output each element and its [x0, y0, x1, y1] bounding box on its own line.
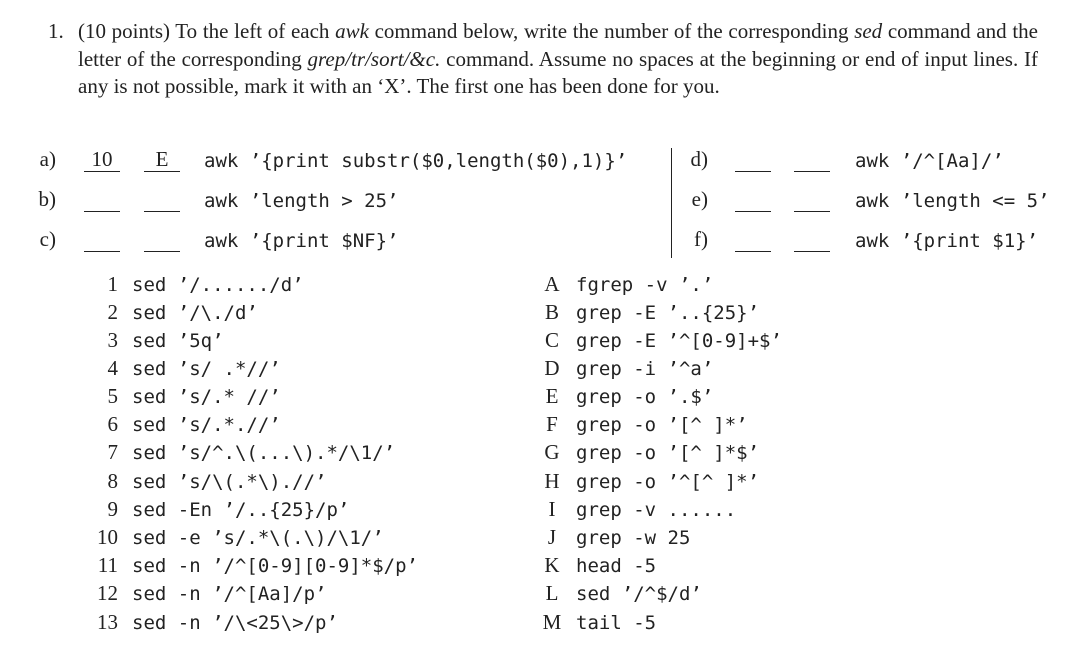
sed-number: 3: [107, 328, 118, 352]
sed-number: 13: [97, 610, 118, 634]
other-letter: F: [546, 412, 558, 436]
other-letter: A: [544, 272, 560, 296]
other-command: grep -o ’[^ ]*’: [576, 414, 748, 436]
answer-number-f[interactable]: [735, 227, 771, 252]
sed-item-11: [90, 551, 418, 579]
other-command: grep -i ’^a’: [576, 358, 714, 380]
other-command: tail -5: [576, 612, 657, 634]
other-command: grep -E ’..{25}’: [576, 302, 760, 324]
sed-item-8: [90, 467, 326, 495]
answer-letter-a[interactable]: E: [144, 147, 180, 172]
awk-command-b: awk ’length > 25’: [204, 190, 399, 212]
row-label-f: f): [694, 227, 708, 251]
other-item-A: [542, 270, 713, 298]
sed-item-9: [90, 495, 349, 523]
other-item-B: [542, 298, 759, 326]
other-command: grep -o ’^[^ ]*’: [576, 471, 760, 493]
other-letter: C: [544, 328, 559, 352]
sed-item-2: [90, 298, 258, 326]
sed-command: sed ’s/.* //’: [132, 386, 281, 408]
sed-command: sed -En ’/..{25}/p’: [132, 499, 350, 521]
other-letter: L: [545, 581, 559, 605]
question-text: [78, 18, 1038, 101]
other-item-M: [542, 608, 656, 636]
sed-item-7: [90, 438, 395, 466]
sed-command: sed -n ’/\<25\>/p’: [132, 612, 338, 634]
sed-number: 11: [97, 553, 118, 577]
sed-item-1: [90, 270, 304, 298]
other-command: grep -E ’^[0-9]+$’: [576, 330, 782, 352]
sed-number: 10: [97, 525, 118, 549]
answer-number-d[interactable]: [735, 147, 771, 172]
sed-command: sed ’5q’: [132, 330, 224, 352]
answer-letter-c[interactable]: [144, 227, 180, 252]
sed-item-10: [90, 523, 384, 551]
row-label-e: e): [691, 187, 708, 211]
other-item-D: [542, 354, 713, 382]
answer-number-b[interactable]: [84, 187, 120, 212]
sed-number: 4: [107, 356, 118, 380]
other-item-K: [542, 551, 656, 579]
awk-command-f: awk ’{print $1}’: [855, 230, 1039, 252]
sed-item-13: [90, 608, 338, 636]
sed-command: sed -n ’/^[0-9][0-9]*$/p’: [132, 555, 418, 577]
other-item-J: [542, 523, 690, 551]
grep-italic: grep/tr/sort/&c.: [307, 46, 441, 71]
row-label-d: d): [690, 147, 708, 171]
answer-number-a[interactable]: 10: [84, 147, 120, 172]
sed-command: sed ’s/\(.*\).//’: [132, 471, 327, 493]
other-letter: J: [547, 525, 557, 549]
question-text-part: command and the letter of the corresponding: [78, 19, 1038, 71]
other-command: fgrep -v ’.’: [576, 274, 714, 296]
other-letter: K: [544, 553, 560, 577]
answer-number-c[interactable]: [84, 227, 120, 252]
question-text-part: command below, write the number of the corresponding: [368, 19, 855, 43]
sed-item-3: [90, 326, 224, 354]
other-command: grep -o ’.$’: [576, 386, 714, 408]
sed-number: 7: [107, 440, 118, 464]
sed-number: 9: [107, 497, 118, 521]
other-command: grep -w 25: [576, 527, 691, 549]
sed-item-6: [90, 410, 281, 438]
row-label-b: b): [38, 187, 56, 211]
awk-italic: awk: [335, 19, 369, 43]
other-item-H: [542, 467, 759, 495]
sed-number: 6: [107, 412, 118, 436]
sed-number: 5: [107, 384, 118, 408]
other-item-E: [542, 382, 713, 410]
sed-command: sed ’/\./d’: [132, 302, 258, 324]
answer-letter-f[interactable]: [794, 227, 830, 252]
sed-italic: sed: [854, 19, 883, 43]
awk-command-c: awk ’{print $NF}’: [204, 230, 399, 252]
other-letter: I: [548, 497, 556, 521]
question-prompt: [48, 18, 1038, 101]
awk-command-a: awk ’{print substr($0,length($0),1)}’: [204, 150, 628, 172]
answer-letter-d[interactable]: [794, 147, 830, 172]
question-number: 1.: [48, 19, 64, 43]
answer-letter-e[interactable]: [794, 187, 830, 212]
sed-item-12: [90, 579, 326, 607]
sed-number: 2: [107, 300, 118, 324]
sed-number: 12: [97, 581, 118, 605]
other-letter: E: [545, 384, 559, 408]
question-points: (10 points): [78, 19, 170, 43]
answer-number-e[interactable]: [735, 187, 771, 212]
question-text-part: command. Assume no spaces at the beginning or end of input lines. If any is not possible, mark it with an ‘X’. The first one has been done for you.: [78, 46, 1038, 98]
awk-command-e: awk ’length <= 5’: [855, 190, 1050, 212]
sed-number: 1: [107, 272, 118, 296]
sed-command: sed -e ’s/.*\(.\)/\1/’: [132, 527, 384, 549]
other-command: grep -o ’[^ ]*$’: [576, 442, 760, 464]
question-text-part: To the left of each: [175, 19, 336, 43]
other-letter: D: [544, 356, 560, 380]
sed-command: sed ’/....../d’: [132, 274, 304, 296]
other-item-F: [542, 410, 748, 438]
other-letter: M: [542, 610, 562, 634]
column-divider: [671, 148, 672, 258]
other-item-G: [542, 438, 759, 466]
other-letter: H: [544, 469, 560, 493]
awk-command-d: awk ’/^[Aa]/’: [855, 150, 1004, 172]
sed-command: sed ’s/ .*//’: [132, 358, 281, 380]
sed-command: sed ’s/^.\(...\).*/\1/’: [132, 442, 396, 464]
row-label-c: c): [39, 227, 56, 251]
other-command: sed ’/^$/d’: [576, 583, 702, 605]
other-item-I: [542, 495, 736, 523]
answer-letter-b[interactable]: [144, 187, 180, 212]
other-item-L: [542, 579, 702, 607]
other-item-C: [542, 326, 782, 354]
sed-number: 8: [107, 469, 118, 493]
row-label-a: a): [39, 147, 56, 171]
sed-item-5: [90, 382, 281, 410]
sed-command: sed -n ’/^[Aa]/p’: [132, 583, 327, 605]
other-command: head -5: [576, 555, 657, 577]
other-letter: B: [544, 300, 559, 324]
sed-command: sed ’s/.*.//’: [132, 414, 281, 436]
other-command: grep -v ......: [576, 499, 737, 521]
sed-item-4: [90, 354, 281, 382]
other-letter: G: [544, 440, 560, 464]
